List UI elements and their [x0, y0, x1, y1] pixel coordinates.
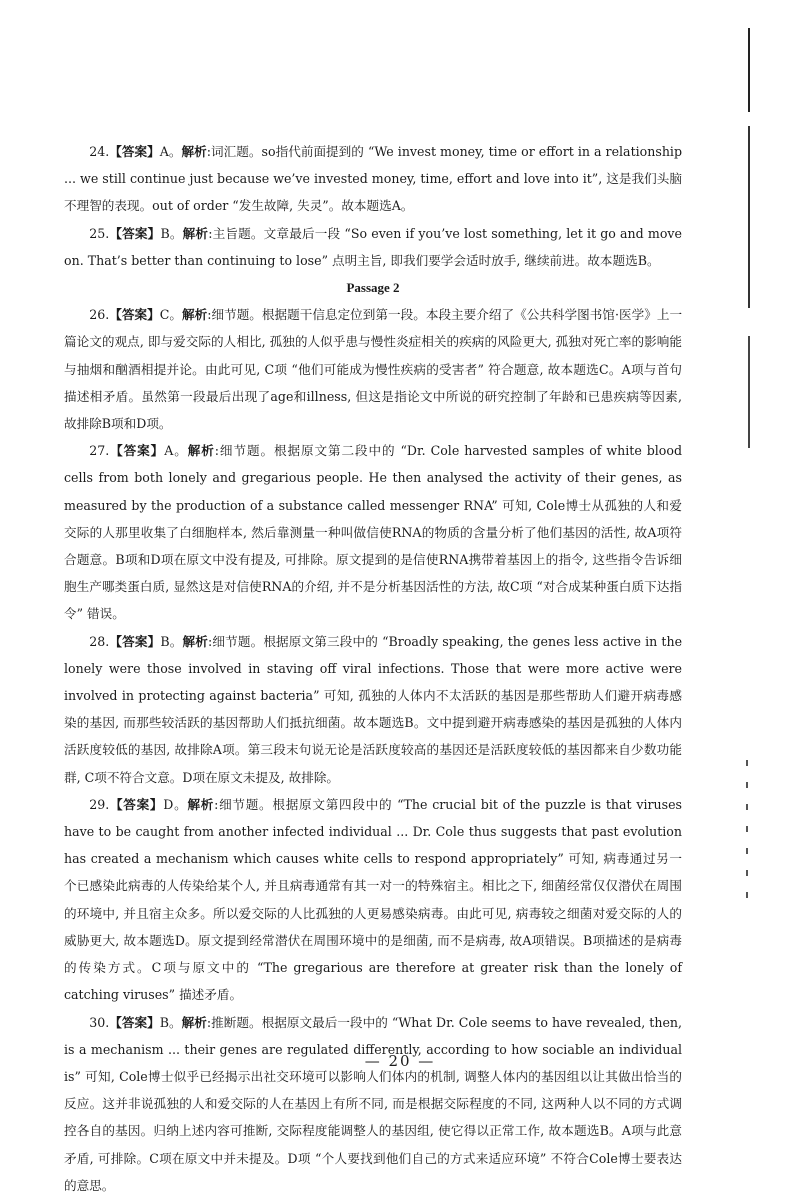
answer-item-28: 28.【答案】B。解析:细节题。根据原文第三段中的 “Broadly speaking, the genes less active in the lonely were those involved in staving off viral infections. Those that were more active were involved in protecting against bacteria” 可知, 孤独的人体内不太活跃的基因是那些帮助人们避开病毒感染的基因, 而那些较活跃的基因帮助人们抵抗细菌。故本题选B。文中提到避开病毒感染的基因是孤独的人体内活跃度较低的基因, 故排除A项。第三段末句说无论是活跃度较高的基因还是活跃度较低的基因都来自少数功能群, C项不符合文意。D项在原文未提及, 故排除。 [64, 633, 683, 785]
answer-explanations [64, 138, 682, 1199]
answer-item-24: 24.【答案】A。解析:词汇题。so指代前面提到的 “We invest money, time or effort in a relationship ... we still continue just because we’ve invested money, time, effort and love into it”, 这是我们头脑不理智的表现。out of order “发生故障, 失灵”。故本题选A。 [64, 144, 683, 214]
page-number: — 20 — [364, 1052, 436, 1070]
answer-item-25: 25.【答案】B。解析:主旨题。文章最后一段 “So even if you’ve lost something, let it go and move on. That’s better than continuing to lose” 点明主旨, 即我们要学会适时放手, 继续前进。故本题选B。 [64, 225, 683, 268]
scan-edge-line [748, 28, 750, 728]
answer-item-26: 26.【答案】C。解析:细节题。根据题干信息定位到第一段。本段主要介绍了《公共科学图书馆·医学》上一篇论文的观点, 即与爱交际的人相比, 孤独的人似乎患与慢性炎症相关的疾病的风险更大, 孤独对死亡率的影响能与抽烟和酗酒相提并论。由此可见, C项 “他们可能成为慢性疾病的受害者” 符合题意, 故本题选C。A项与首句描述相矛盾。虽然第一段最后出现了age和illness, 但这是指论文中所说的研究控制了年龄和已患疾病等因素, 故排除B项和D项。 [64, 307, 683, 432]
scan-edge-dots [746, 760, 748, 910]
answer-item-27: 27.【答案】A。解析:细节题。根据原文第二段中的 “Dr. Cole harvested samples of white blood cells from both lonely and gregarious people. He then analysed the activity of their genes, as measured by the production of a substance called messenger RNA” 可知, Cole博士从孤独的人和爱交际的人那里收集了白细胞样本, 然后靠测量一种叫做信使RNA的物质的含量分析了他们基因的活性, 故A项符合题意。B项和D项在原文中没有提及, 可排除。原文提到的是信使RNA携带着基因上的指令, 这些指令告诉细胞生产哪类蛋白质, 显然这是对信使RNA的介绍, 并不是分析基因活性的方法, 故C项 “对合成某种蛋白质下达指令” 错误。 [64, 443, 683, 622]
section-title: Passage 2 [346, 280, 400, 296]
answer-item-30: 30.【答案】B。解析:推断题。根据原文最后一段中的 “What Dr. Cole seems to have revealed, then, is a mechanism ... their genes are regulated differently, according to how sociable an individual is” 可知, Cole博士似乎已经揭示出社交环境可以影响人们体内的机制, 调整人体内的基因组以让其做出恰当的反应。这并非说孤独的人和爱交际的人在基因上有所不同, 而是根据交际程度的不同, 这两种人以不同的方式调控各自的基因。归纳上述内容可推断, 交际程度能调整人的基因组, 使它得以正常工作, 故本题选B。A项与此意矛盾, 可排除。C项在原文中并未提及。D项 “个人要找到他们自己的方式来适应环境” 不符合Cole博士要表达的意思。 [64, 1014, 683, 1193]
answer-item-29: 29.【答案】D。解析:细节题。根据原文第四段中的 “The crucial bit of the puzzle is that viruses have to be caught from another infected individual ... Dr. Cole thus suggests that past evolution has created a mechanism which causes white cells to respond appropriately” 可知, 病毒通过另一个已感染此病毒的人传染给某个人, 并且病毒通常有其一对一的特殊宿主。相比之下, 细菌经常仅仅潜伏在周围的环境中, 并且宿主众多。所以爱交际的人比孤独的人更易感染病毒。由此可见, 病毒较之细菌对爱交际的人的威胁更大, 故本题选D。原文提到经常潜伏在周围环境中的是细菌, 而不是病毒, 故A项错误。B项描述的是病毒的传染方式。C项与原文中的 “The gregarious are therefore at greater risk than the lonely of catching viruses” 描述矛盾。 [64, 796, 682, 1003]
